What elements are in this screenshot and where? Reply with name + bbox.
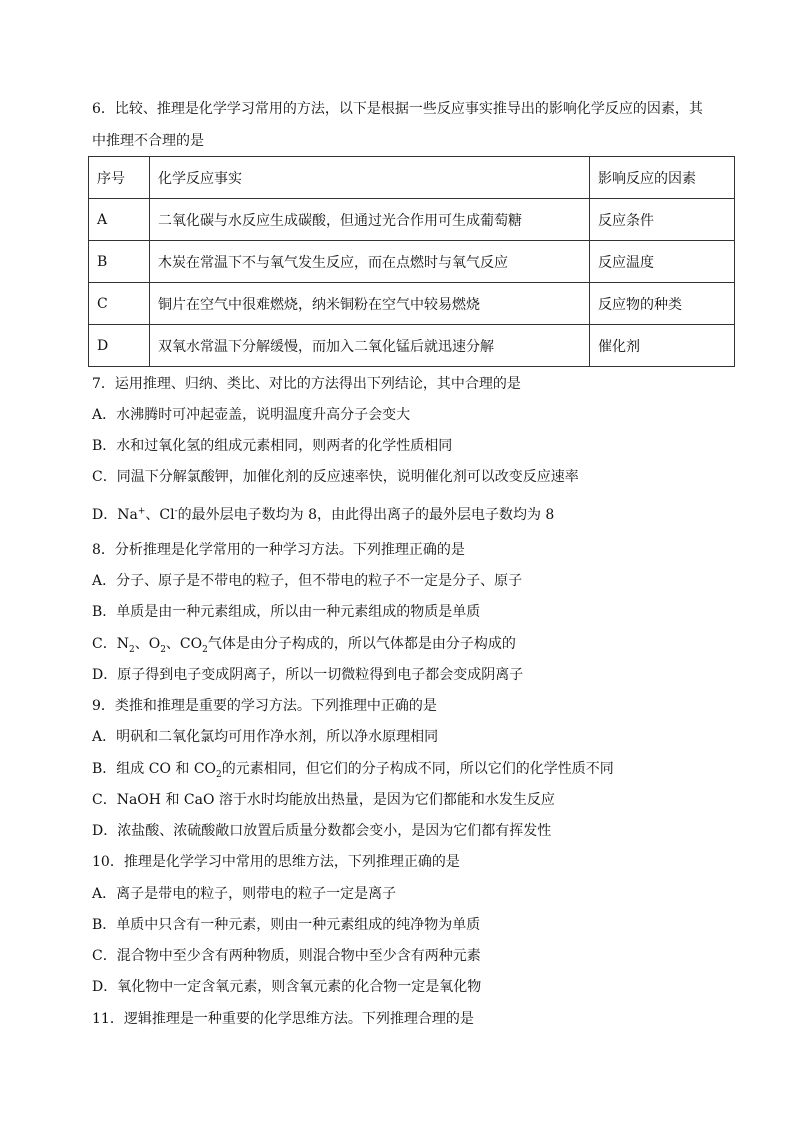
q8-option-d: D．原子得到电子变成阴离子，所以一切微粒得到电子都会变成阴离子 xyxy=(92,667,524,683)
q7-option-c: C．同温下分解氯酸钾，加催化剂的反应速率快，说明催化剂可以改变反应速率 xyxy=(92,469,579,485)
q10-option-a: A．离子是带电的粒子，则带电的粒子一定是离子 xyxy=(92,886,397,902)
q9-option-c: C．NaOH 和 CaO 溶于水时均能放出热量，是因为它们都能和水发生反应 xyxy=(92,792,555,808)
q9-option-d: D．浓盐酸、浓硫酸敞口放置后质量分数都会变小，是因为它们都有挥发性 xyxy=(92,823,552,839)
row-factor: 催化剂 xyxy=(590,325,735,367)
row-factor: 反应物的种类 xyxy=(590,283,735,325)
q8-option-c xyxy=(92,634,742,654)
subscript: 2 xyxy=(202,644,208,655)
q10-option-b: B．单质中只含有一种元素，则由一种元素组成的纯净物为单质 xyxy=(92,917,481,933)
q8-stem: 8．分析推理是化学常用的一种学习方法。下列推理正确的是 xyxy=(92,542,465,558)
row-index: B xyxy=(89,241,150,283)
table-row xyxy=(89,199,735,241)
row-fact: 双氧水常温下分解缓慢，而加入二氧化锰后就迅速分解 xyxy=(150,325,590,367)
q9-option-a: A．明矾和二氧化氯均可用作净水剂，所以净水原理相同 xyxy=(92,729,439,745)
q9-option-b xyxy=(92,759,742,779)
q7-d-part2: 、Cl xyxy=(145,507,175,523)
row-fact: 铜片在空气中很难燃烧，纳米铜粉在空气中较易燃烧 xyxy=(150,283,590,325)
q11-stem: 11．逻辑推理是一种重要的化学思维方法。下列推理合理的是 xyxy=(92,1011,474,1027)
row-fact: 二氧化碳与水反应生成碳酸，但通过光合作用可生成葡萄糖 xyxy=(150,199,590,241)
q10-stem: 10．推理是化学学习中常用的思维方法，下列推理正确的是 xyxy=(92,854,460,870)
q7-option-b: B．水和过氧化氢的组成元素相同，则两者的化学性质相同 xyxy=(92,438,453,454)
row-factor: 反应条件 xyxy=(590,199,735,241)
header-fact: 化学反应事实 xyxy=(150,157,590,199)
q8-option-b: B．单质是由一种元素组成，所以由一种元素组成的物质是单质 xyxy=(92,604,481,620)
q9-b-part1: B．组成 CO 和 CO xyxy=(92,761,217,777)
row-index: A xyxy=(89,199,150,241)
header-factor: 影响反应的因素 xyxy=(590,157,735,199)
subscript: 2 xyxy=(128,644,135,655)
q7-d-part3: 的最外层电子数均为 8，由此得出离子的最外层电子数均为 8 xyxy=(177,507,555,523)
header-index: 序号 xyxy=(89,157,150,199)
q10-option-d: D．氧化物中一定含氧元素，则含氧元素的化合物一定是氧化物 xyxy=(92,979,482,995)
q6-stem-line1: 6．比较、推理是化学学习常用的方法，以下是根据一些反应事实推导出的影响化学反应的因素，其 xyxy=(92,101,703,117)
reaction-facts-table xyxy=(88,156,735,367)
sodium-charge: + xyxy=(137,506,146,517)
q8-c-part3: 、CO xyxy=(165,636,203,652)
q7-d-part1: D．Na xyxy=(92,507,138,523)
table-header-row xyxy=(89,157,735,199)
q9-stem: 9．类推和推理是重要的学习方法。下列推理中正确的是 xyxy=(92,698,437,714)
q9-b-part2: 的元素相同，但它们的分子构成不同，所以它们的化学性质不同 xyxy=(221,761,614,777)
table-row xyxy=(89,325,735,367)
q8-c-part2: 、O xyxy=(134,636,161,652)
q10-option-c: C．混合物中至少含有两种物质，则混合物中至少含有两种元素 xyxy=(92,948,481,964)
table-row xyxy=(89,283,735,325)
subscript: 2 xyxy=(160,644,166,655)
row-factor: 反应温度 xyxy=(590,241,735,283)
q8-c-part4: 气体是由分子构成的，所以气体都是由分子构成的 xyxy=(207,636,516,652)
q7-option-a: A．水沸腾时可冲起壶盖，说明温度升高分子会变大 xyxy=(92,407,411,423)
q7-option-d xyxy=(92,505,742,525)
row-index: C xyxy=(89,283,150,325)
q6-stem-line2: 中推理不合理的是 xyxy=(92,133,204,149)
row-index: D xyxy=(89,325,150,367)
row-fact: 木炭在常温下不与氧气发生反应，而在点燃时与氧气反应 xyxy=(150,241,590,283)
q7-stem: 7．运用推理、归纳、类比、对比的方法得出下列结论，其中合理的是 xyxy=(92,376,521,392)
table-row xyxy=(89,241,735,283)
chloride-charge: - xyxy=(174,506,178,517)
subscript: 2 xyxy=(216,769,222,780)
q8-option-a: A．分子、原子是不带电的粒子，但不带电的粒子不一定是分子、原子 xyxy=(92,573,523,589)
q8-c-part1: C．N xyxy=(92,636,129,652)
